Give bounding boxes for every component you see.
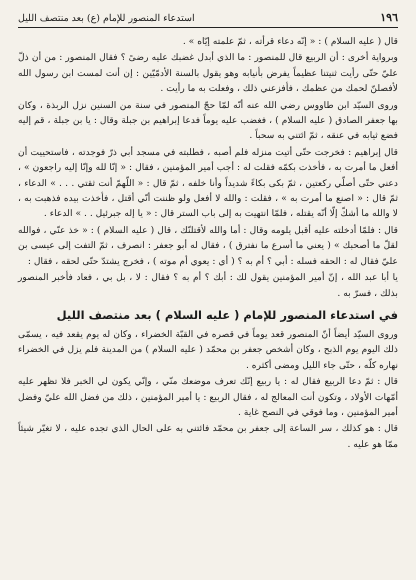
section-paragraph-3: قال : هو كذلك ، سر الساعة إلى جعفر بن محمّد فائتني به على الحال الذي تجده عليه ، لا تغيّر شيئاً ممّا هو عليه . (18, 423, 398, 450)
page-body (18, 34, 398, 452)
running-title: استدعاء المنصور للإمام (ع) بعد منتصف الليل (18, 13, 195, 24)
page-header (18, 8, 398, 28)
section-paragraph-2: قال : ثمّ دعا الربيع فقال له : يا ربيع إنّك تعرف موضعك منّي ، وإنّي يكون لي الخبر فلا تظهر عليه أمّهات الأولاد ، وتكون أنت المعالج له ، فقال الربيع : يا أمير المؤمنين ، ذلك من فضل الله عليّ وفضل أمير المؤمنين ، وما فوقي في النصح غاية . (18, 376, 398, 418)
paragraph-4: قال إبراهيم : فخرجت حتّى أتيت منزله فلم أصبه ، فطلبته في مسجد أبي ذرّ فوجدته ، فاستحييت أن أفعل ما أمرت به ، فأخذت بكمّه فقلت له : أجب أمير المؤمنين ، فقال : « إنّا لله وإنّا إليه راجعون » ، دعني حتّى أصلّي ركعتين ، ثمّ بكى بكاءً شديداً وأنا خلفه ، ثمّ قال : « اللّهمّ أنت ثقتي . . . » الدعاء ، ثمّ قال : « اصنع ما أمرت به » ، فقلت : والله لا أفعل ولو ظننت أنّي أقتل ، فأخذت بيده فذهبت به ، لا والله ما أشكّ إلّا أنّه يقتله ، فلمّا انتهيت به إلى باب الستر قال : « يا إله جبرئيل . . » الدعاء . (18, 146, 398, 220)
section-paragraph-1: وروى السيّد أيضاً أنّ المنصور قعد يوماً في قصره في القبّة الخضراء ، وكان له يوم يقعد فيه ، يسمّى ذلك اليوم يوم الذبح ، وكان أشخص جعفر بن محمّد ( عليه السلام ) من المدينة فلم يزل في الخضراء نهاره كلّه ، حتّى جاء الليل ومضى أكثره . (18, 328, 398, 371)
page-number: ١٩٦ (380, 11, 398, 24)
paragraph-3: وروى السيّد ابن طاووس رضي الله عنه أنّه لمّا حجّ المنصور في سنة من السنين نزل الربذة ، وكان بها جعفر الصادق ( عليه السلام ) ، فغضب عليه يوماً فدعا إبراهيم بن جبلة وقال : يا بن جبلة ، قم إليه فضع ثيابه في عنقه ، ثمّ ائتني به سحباً . (18, 99, 398, 142)
paragraph-1: قال ( عليه السلام ) : « إنّه دعاء قرأته ، ثمّ علمته إيّاه » . (182, 36, 398, 47)
paragraph-6: يا أبا عبد الله ، إنّ أمير المؤمنين يقول لك : أبك ؟ أم به ؟ فقال : لا ، بل بي ، فعاد فأخبر المنصور بذلك ، فسرّ به . (18, 272, 398, 299)
paragraph-2: وبرواية أخرى : أن الربيع قال للمنصور : ما الذي أبدل غضبك عليه رضىً ؟ فقال المنصور : من أن ذلّ عليّ حتّى رأيت ثنيتنا عظيماً يفرض بأنيابه وهو يقول بالسنة الأدمّيّين : إن أنت لمست ابن رسول الله لأفصلنّ لحمك من عظمك ، فأفزعني ذلك ، وفعلت به ما رأيت . (18, 52, 398, 95)
paragraph-5: قال : فلمّا أدخلته عليه أقبل يلومه وقال : أما والله لأقتلنّك ، قال ( عليه السلام ) : « خذ عنّي ، فوالله لقلّ ما أصحبك » ( يعني ما أسرع ما نفترق ) ، فقال له أبو جعفر : انصرف ، ثمّ التفت إلى عيسى بن عليّ فقال له : الحقه فسله : أبي ؟ أم به ؟ ( أي : يعوي أم موته ) ، فخرج يشتدّ حتّى لحقه ، فقال : (18, 224, 398, 267)
section-heading: في استدعاء المنصور للإمام ( عليه السلام ) بعد منتصف الليل (56, 307, 398, 322)
